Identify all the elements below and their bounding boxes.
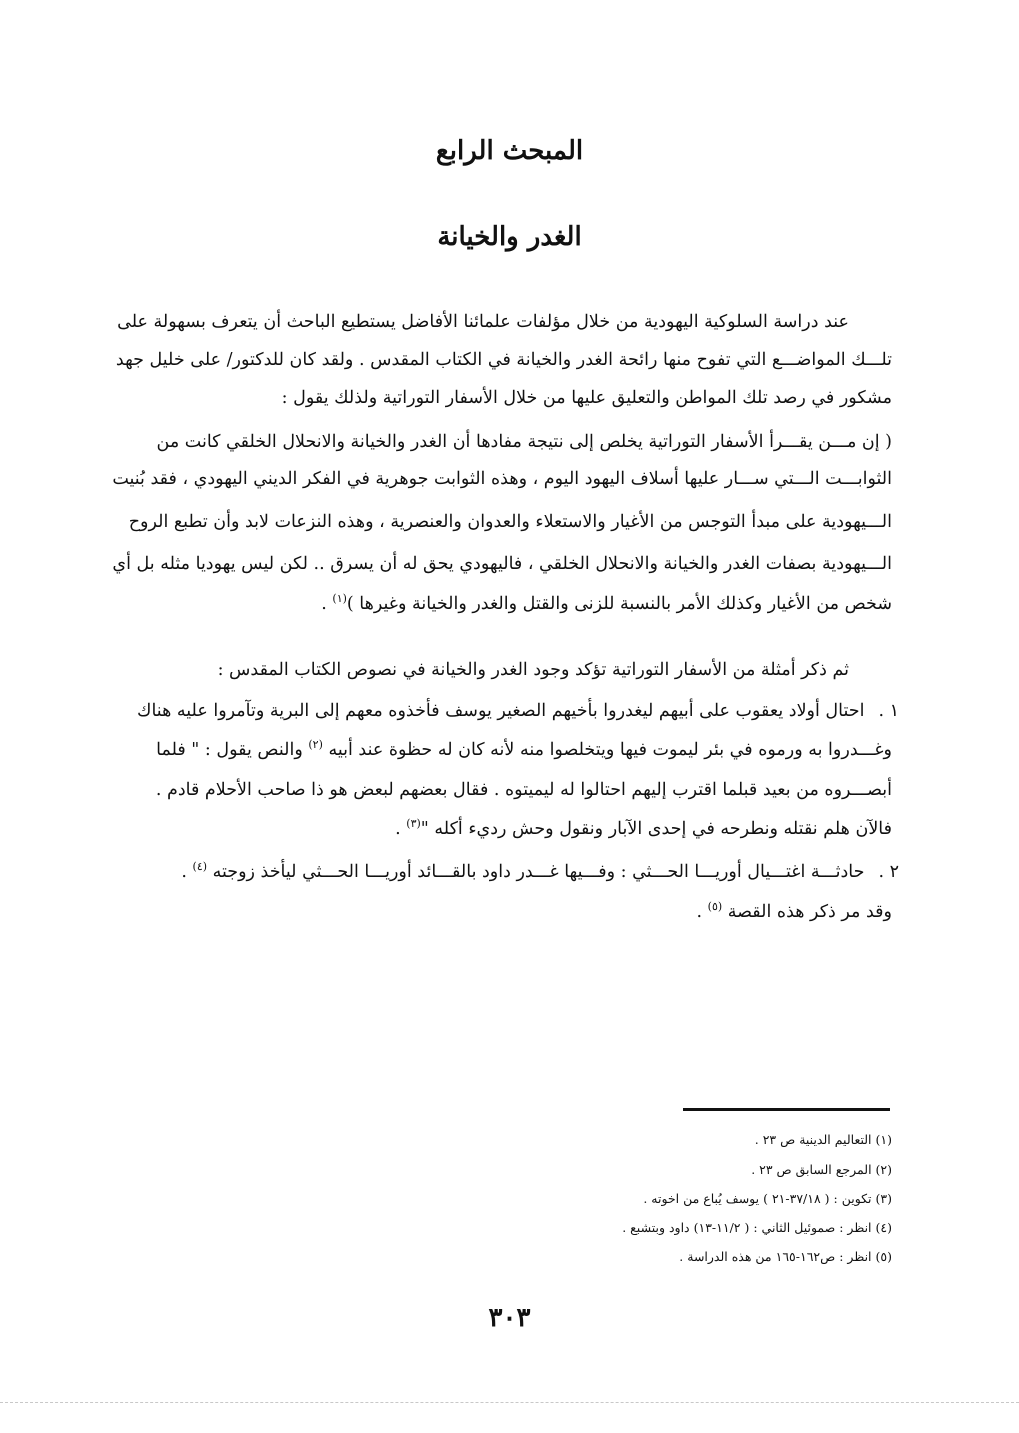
footnote-1: (١) التعاليم الدينية ص ٢٣ . (754, 1132, 892, 1147)
item-1-line-2 (106, 735, 892, 765)
intro-line-2: تلـــك المواضـــع التي تفوح منها رائحة الغدر والخيانة في الكتاب المقدس . ولقد كان للدكتور/ على خليل جهد (115, 350, 892, 370)
item-1-line-4 (106, 814, 892, 844)
quote-end-mark: . (321, 594, 333, 614)
quote-line-5 (106, 589, 892, 619)
item-2-text-2a: وقد مر ذكر هذه القصة (722, 902, 892, 922)
item-2-line-2 (106, 897, 892, 927)
intro-line-3: مشكور في رصد تلك المواطن والتعليق عليها من خلال الأسفار التوراتية ولذلك يقول : (281, 388, 892, 408)
item-1-line-1 (106, 696, 899, 726)
item-1-line-3: أبصـــروه من بعيد قبلما اقترب إليهم احتالوا له ليميتوه . فقال بعضهم لبعض هو ذا صاحب الأحلام قادم . (155, 780, 892, 800)
chapter-title: المبحث الرابع (435, 136, 584, 166)
scan-edge-line (0, 1402, 1019, 1404)
footnote-separator (683, 1108, 890, 1111)
quote-last-text: شخص من الأغيار وكذلك الأمر بالنسبة للزنى والقتل والغدر والخيانة وغيرها ) (346, 594, 892, 614)
item-2-line-1 (106, 857, 899, 887)
quote-line-2: الثوابـــت الـــتي ســـار عليها أسلاف اليهود اليوم ، وهذه الثوابت جوهرية في الفكر الديني اليهودي ، فقد بُنيت (112, 469, 892, 489)
item-2-text-2b: . (696, 902, 708, 922)
footnote-2: (٢) المرجع السابق ص ٢٣ . (751, 1162, 892, 1177)
footnote-ref-2: (٢) (308, 738, 323, 752)
examples-intro: ثم ذكر أمثلة من الأسفار التوراتية تؤكد وجود الغدر والخيانة في نصوص الكتاب المقدس : (217, 660, 849, 680)
item-1-text-4b: . (395, 819, 407, 839)
item-2-text-1a: حادثـــة اغتـــيال أوريـــا الحـــثي : وفـــيها غـــدر داود بالقـــائد أوريـــا الحـــثي ليأخذ زوجته (207, 862, 865, 882)
item-1-text-2b: والنص يقول : " فلما (156, 740, 309, 760)
item-1-text-4a: فالآن هلم نقتله ونطرحه في إحدى الآبار ونقول وحش رديء أكله " (420, 819, 892, 839)
item-1-text-1: احتال أولاد يعقوب على أبيهم ليغدروا بأخيهم الصغير يوسف فأخذوه معهم إلى البرية وتآمروا عليه هناك (137, 701, 865, 721)
intro-line-1: عند دراسة السلوكية اليهودية من خلال مؤلفات علمائنا الأفاضل يستطيع الباحث أن يتعرف بسهولة على (117, 312, 849, 332)
footnote-ref-3: (٣) (406, 817, 421, 831)
item-1-number: ١ . (878, 701, 899, 721)
item-2-text-1b: . (181, 862, 193, 882)
item-1-text-2a: وغـــدروا به ورموه في بئر ليموت فيها ويتخلصوا منه لأنه كان له حظوة عند أبيه (322, 740, 892, 760)
footnote-ref-4: (٤) (192, 860, 208, 874)
section-title: الغدر والخيانة (437, 222, 582, 252)
quote-line-3: الـــيهودية على مبدأ التوجس من الأغيار والاستعلاء والعدوان والعنصرية ، وهذه النزعات لابد وأن تطبع الروح (128, 512, 892, 532)
footnote-5: (٥) انظر : ص١٦٢-١٦٥ من هذه الدراسة . (679, 1249, 892, 1264)
quote-line-4: الـــيهودية بصفات الغدر والخيانة والانحلال الخلقي ، فاليهودي يحق له أن يسرق .. لكن ليس يهوديا مثله بل أي (112, 554, 892, 574)
footnote-ref-1: (١) (332, 592, 347, 606)
footnote-3: (٣) تكوين : ( ٣٧/١٨-٢١ ) يوسف يُباع من اخوته . (643, 1191, 892, 1206)
page-number: ٣٠٣ (488, 1303, 531, 1333)
item-2-number: ٢ . (878, 862, 899, 882)
footnote-4: (٤) انظر : صموئيل الثاني : ( ١١/٢-١٣) داود وبتشبع . (622, 1220, 892, 1235)
footnote-ref-5: (٥) (707, 900, 723, 914)
quote-line-1: ( إن مـــن يقـــرأ الأسفار التوراتية يخلص إلى نتيجة مفادها أن الغدر والخيانة والانحلال الخلقي كانت من (156, 432, 892, 452)
